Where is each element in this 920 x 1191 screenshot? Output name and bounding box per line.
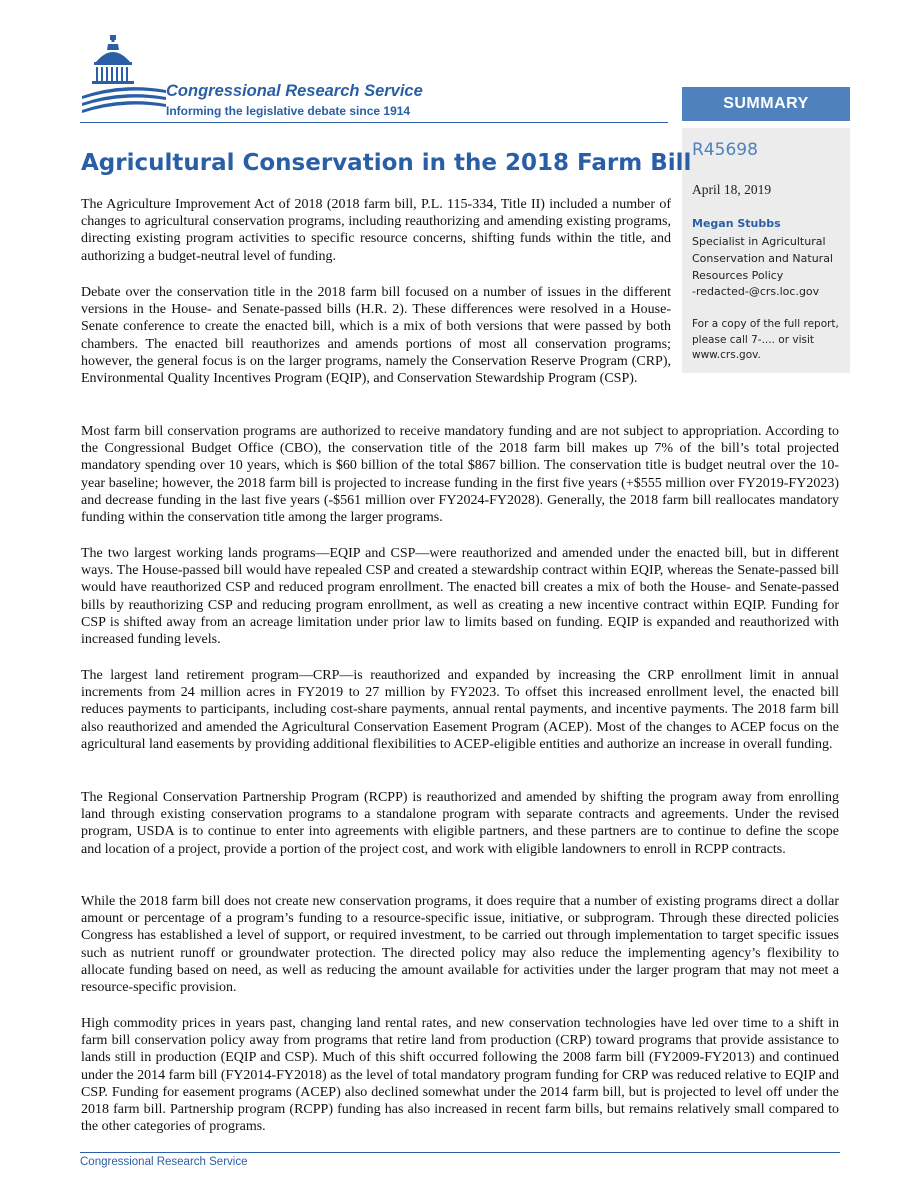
body-paragraph: Most farm bill conservation programs are authorized to receive mandatory funding and are not subject to appropriation. According to the Congressional Budget Office (CBO), the conservation title of the 2018 farm bill makes up 7% of the bill’s total projected mandatory spending over 10 years, which is $60 billion of the total $867 billion. The conservation title is budget neutral over the 10-year baseline; however, the 2018 farm bill is projected to increase funding in the first five years (+$555 million over FY2019-FY2023) and decrease funding in the last five years (-$561 million over FY2024-FY2028). Generally, the 2018 farm bill reallocates mandatory funding within the conservation title among the larger programs. [81,424,839,526]
body-paragraph: The Agriculture Improvement Act of 2018 (2018 farm bill, P.L. 115-334, Title II) included a number of changes to agricultural conservation programs, including reauthorizing and amending existing programs, directing existing program activities to specific resource concerns, shifting funds within the title, and authorizing a budget-neutral level of funding. [81,197,671,264]
copy-note-line: For a copy of the full report, [692,318,839,330]
copy-note-line: please call 7-.... or visit [692,333,814,346]
author-name: Megan Stubbs [692,217,781,230]
org-name: Congressional Research Service [166,82,423,100]
report-date: April 18, 2019 [692,182,772,197]
body-paragraph: The largest land retirement program—CRP—is reauthorized and expanded by increasing the CRP enrollment limit in annual increments from 24 million acres in FY2019 to 27 million by FY2023. To offset this increased enrollment level, the enacted bill reduces payments to participants, including cost-share payments, annual rental payments, and incentive payments. The 2018 farm bill also reauthorized and amended the Agricultural Conservation Easement Program (ACEP). Most of the changes to ACEP focus on the agricultural land easements by providing additional flexibilities to ACEP-eligible entities and authorize an increase in overall funding. [81,668,839,752]
footer-divider [80,1152,840,1153]
author-line: Resources Policy [692,268,784,282]
crs-logo [80,30,680,125]
body-paragraph: The Regional Conservation Partnership Program (RCPP) is reauthorized and amended by shifting the program away from enrolling land through existing conservation programs to a standalone program with separate contracts and agreements. Under the revised program, USDA is to continue to enter into agreements with eligible partners, and these partners are to continue to define the scope and location of a project, provide a portion of the project cost, and work with eligible landowners to enroll in RCPP contracts. [81,790,839,857]
page-title: Agricultural Conservation in the 2018 Farm Bill [81,150,692,176]
report-id: R45698 [692,140,758,160]
author-info [692,234,847,301]
author-line: Specialist in Agricultural [692,235,826,248]
body-paragraph: High commodity prices in years past, changing land rental rates, and new conservation technologies have led over time to a shift in farm bill conservation policy away from programs that retire land from production (CRP) toward programs that provide assistance to lands still in production (EQIP and CSP). Much of this shift occurred following the 2008 farm bill (FY2009-FY2013) and continued under the 2014 farm bill (FY2014-FY2018) as the level of total mandatory program funding for CRP was reduced relative to EQIP and CSP. Funding for easement programs (ACEP) also declined somewhat under the 2014 farm bill, but is projected to level off under the 2018 farm bill. Partnership program (RCPP) funding has also increased in recent farm bills, but remains relatively small compared to the other categories of programs. [81,1016,839,1135]
copy-note [692,317,847,364]
org-tagline: Informing the legislative debate since 1914 [166,104,411,118]
header-divider [80,122,668,123]
capitol-dome-icon [82,30,166,120]
summary-header: SUMMARY [682,87,850,121]
summary-sidebar [682,128,850,373]
copy-note-link: www.crs.gov. [692,349,761,361]
body-paragraph: Debate over the conservation title in the 2018 farm bill focused on a number of issues in the different versions in the House- and Senate-passed bills (H.R. 2). These differences were resolved in a House-Senate conference to create the enacted bill, which is a mix of both versions that were passed by both chambers. The enacted bill reauthorizes and amends portions of most all conservation programs; however, the general focus is on the larger programs, namely the Conservation Reserve Program (CRP), Environmental Quality Incentives Program (EQIP), and Conservation Stewardship Program (CSP). [81,285,671,387]
author-line: Conservation and Natural [692,251,833,265]
footer-text: Congressional Research Service [80,1156,248,1168]
body-paragraph: The two largest working lands programs—EQIP and CSP—were reauthorized and amended under the enacted bill, but in different ways. The House-passed bill would have repealed CSP and created a stewardship contract within EQIP, whereas the Senate-passed bill would have reauthorized CSP and reduced program enrollment. The enacted bill creates a mix of both the House- and Senate-passed bills by reauthorizing CSP and reducing program enrollment, as well as creating a new incentive contract within EQIP. Funding for CSP is shifted away from an acreage limitation under prior law to limits based on funding. EQIP is expanded and reauthorized with increased funding levels. [81,546,839,648]
author-email: -redacted-@crs.loc.gov [692,285,820,299]
body-paragraph: While the 2018 farm bill does not create new conservation programs, it does require that a number of existing programs direct a dollar amount or percentage of a program’s funding to a resource-specific issue, initiative, or subprogram. Through these directed policies Congress has established a level of support, or required investment, to be carried out through implementation to target specific issues such as nutrient runoff or groundwater protection. The directed policy may also reduce the implementing agency’s flexibility to allocate funding based on need, as well as reducing the amount available for activities under the larger program that may not meet a resource-specific provision. [81,894,839,996]
